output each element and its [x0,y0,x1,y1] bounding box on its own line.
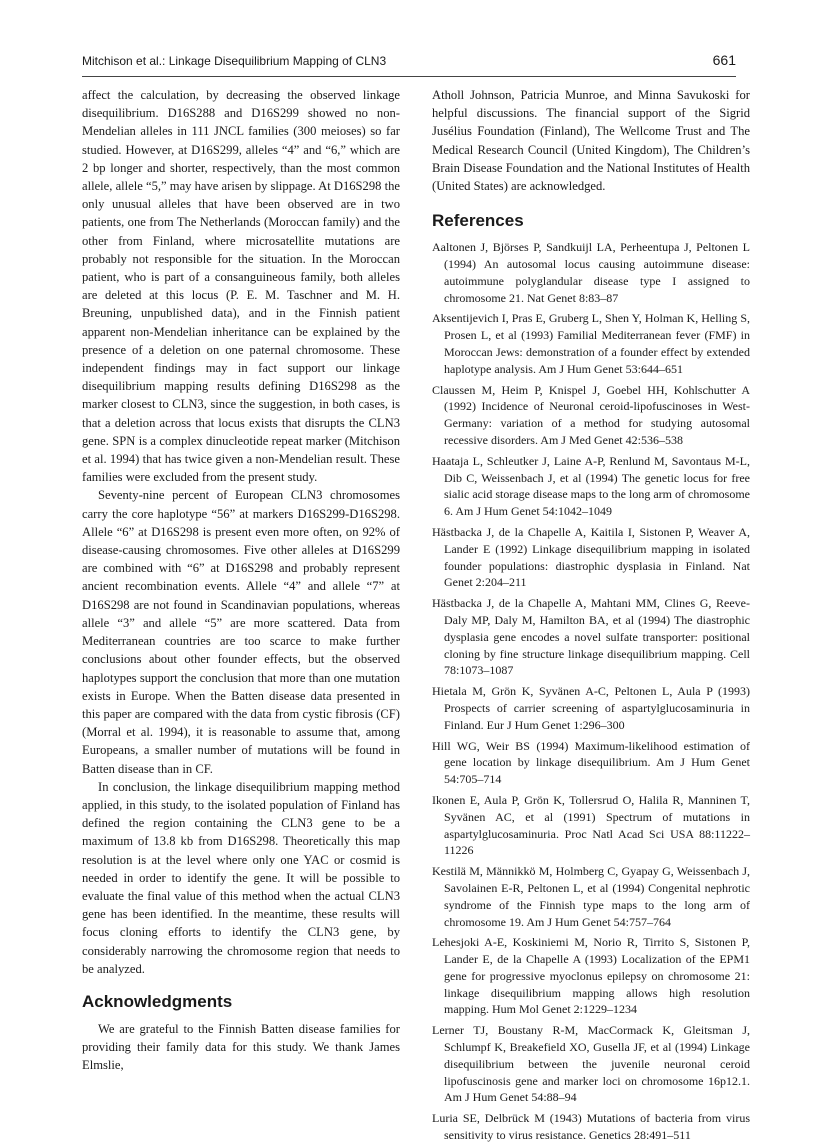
right-column [432,86,750,1148]
reference-item: Lerner TJ, Boustany R-M, MacCormack K, Gleitsman J, Schlumpf K, Breakefield XO, Gusella JF, et al (1994) Linkage disequilibrium between the juvenile neuronal ceroid lipofuscinosis gene and marker loci on chromosome 16p12.1. Am J Hum Genet 54:88–94 [432,1023,750,1105]
reference-item: Hietala M, Grön K, Syvänen A-C, Peltonen L, Aula P (1993) Prospects of carrier screening of aspartylglucosaminuria in Finland. Eur J Hum Genet 1:296–300 [432,684,750,732]
header-rule [82,76,736,77]
reference-item: Aaltonen J, Björses P, Sandkuijl LA, Perheentupa J, Peltonen L (1994) An autosomal locus causing autoimmune disease: autoimmune polyglandular disease type I assigned to chromosome 21. Nat Genet 8:83–87 [432,240,750,305]
page-number: 661 [712,52,736,68]
reference-item: Claussen M, Heim P, Knispel J, Goebel HH, Kohlschutter A (1992) Incidence of Neuronal ceroid-lipofuscinoses in West-Germany: variation of a method for studying autosomal recessive disorders. Am J Med Genet 42:536–538 [432,382,750,447]
reference-item: Hästbacka J, de la Chapelle A, Kaitila I, Sistonen P, Weaver A, Lander E (1992) Linkage disequilibrium mapping in isolated founder populations: diastrophic dysplasia in Finland. Nat Genet 2:204–211 [432,524,750,590]
reference-item: Luria SE, Delbrück M (1943) Mutations of bacteria from virus sensitivity to virus resistance. Genetics 28:491–511 [432,1111,750,1143]
references-heading: References [432,211,524,231]
running-head: Mitchison et al.: Linkage Disequilibrium Mapping of CLN3 [82,54,387,68]
left-column [82,86,400,1075]
body-paragraph-2: Seventy-nine percent of European CLN3 chromosomes carry the core haplotype “56” at markers D16S299-D16S298. Allele “6” at D16S298 is present even more often, on 92% of disease-causing chromosomes. Five other alleles at D16S299 are combined with “6” at D16S298 and probably represent ancient recombination events. Allele “4” and allele “7” at D16S298 are not found in Scandinavian populations, whereas allele “3” and allele “5” are more scattered. Data from Mediterranean countries are too scarce to make further conclusions about other founder effects, but the observed haplotypes support the conclusion that more than one mutation exists in Europe. When the Batten disease data presented in this paper are compared with the data from cystic fibrosis (CF) (Morral et al. 1994), it is reasonable to assume that, among Europeans, a smaller number of mutations will be found in Batten disease than in CF. [82,488,400,776]
reference-item: Aksentijevich I, Pras E, Gruberg L, Shen Y, Holman K, Helling S, Prosen L, et al (1993) Familial Mediterranean fever (FMF) in Moroccan Jews: demonstration of a founder effect by extended haplotype analysis. Am J Hum Genet 53:644–651 [432,311,750,376]
body-paragraph-3: In conclusion, the linkage disequilibrium mapping method applied, in this study, to the isolated population of Finland has defined the region containing the CLN3 gene to be a maximum of 13.8 kb from D16S298. Theoretically this map resolution is at the level where only one YAC or cosmid is needed in order to identify the gene. It will be possible to evaluate the final value of this method when the actual CLN3 gene has been identified. In the meantime, these results will focus cloning efforts to identify the CLN3 gene, by considerably narrowing the chromosome region that needs to be analyzed. [82,779,400,976]
reference-item: Kestilä M, Männikkö M, Holmberg C, Gyapay G, Weissenbach J, Savolainen E-R, Peltonen L, et al (1994) Congenital nephrotic syndrome of the Finnish type maps to the long arm of chromosome 19. Am J Hum Genet 54:757–764 [432,864,750,929]
acknowledgments-text: We are grateful to the Finnish Batten disease families for providing their family data for this study. We thank James Elmslie, [82,1021,400,1073]
page-header [82,50,736,74]
acknowledgments-continued: Atholl Johnson, Patricia Munroe, and Minna Savukoski for helpful discussions. The financial support of the Sigrid Jusélius Foundation (Finland), The Wellcome Trust and The Medical Research Council (United Kingdom), The Children’s Brain Disease Foundation and the National Institutes of Health (United States) are acknowledged. [432,88,750,194]
reference-item: Lehesjoki A-E, Koskiniemi M, Norio R, Tirrito S, Sistonen P, Lander E, de la Chapelle A (1993) Localization of the EPM1 gene for progressive myoclonus epilepsy on chromosome 21: linkage disequilibrium mapping allows high resolution mapping. Hum Mol Genet 2:1229–1234 [432,935,750,1017]
reference-item: Ikonen E, Aula P, Grön K, Tollersrud O, Halila R, Manninen T, Syvänen AC, et al (1991) Spectrum of mutations in aspartylglucosaminuria. Proc Natl Acad Sci USA 88:11222–11226 [432,792,750,858]
acknowledgments-heading: Acknowledgments [82,991,233,1011]
reference-item: Hästbacka J, de la Chapelle A, Mahtani MM, Clines G, Reeve-Daly MP, Daly M, Hamilton BA, et al (1994) The diastrophic dysplasia gene encodes a novel sulfate transporter: positional cloning by fine structure linkage disequilibrium mapping. Cell 78:1073–1087 [432,596,750,678]
reference-list [432,239,750,1144]
reference-item: Hill WG, Weir BS (1994) Maximum-likelihood estimation of gene location by linkage disequilibrium. Am J Hum Genet 54:705–714 [432,738,750,787]
reference-item: Haataja L, Schleutker J, Laine A-P, Renlund M, Savontaus M-L, Dib C, Weissenbach J, et al (1994) The genetic locus for free sialic acid storage disease maps to the long arm of chromosome 6. Am J Hum Genet 54:1042–1049 [432,453,750,519]
body-paragraph-1: affect the calculation, by decreasing the observed linkage disequilibrium. D16S288 and D16S299 showed no non-Mendelian alleles in 111 JNCL families (300 meioses) so far studied. However, at D16S299, alleles “4” and “6,” which are 2 bp longer and shorter, respectively, than the most common allele, allele “5,” may have arisen by slippage. At D16S298 the only unusual alleles that have been observed are in two patients, one from The Netherlands (Moroccan family) and the other from Finland, where microsatellite mutations are probably not responsible for the situation. In the Moroccan patient, who is part of a consanguineous family, both alleles are deleted at this locus (P. E. M. Taschner and M. H. Breuning, unpublished data), and in the Finnish patient apparent non-Mendelian inheritance can be explained by the presence of a deletion on one paternal chromosome. These independent findings may in fact support our linkage disequilibrium mapping results defining D16S298 as the marker closest to CLN3, since the suggestion, in both cases, is that a deletion across that locus exists that disrupts the CLN3 gene. SPN is a complex dinucleotide repeat marker (Mitchison et al. 1994) that has twice given a non-Mendelian result. These families were excluded from the present study. [82,88,400,485]
